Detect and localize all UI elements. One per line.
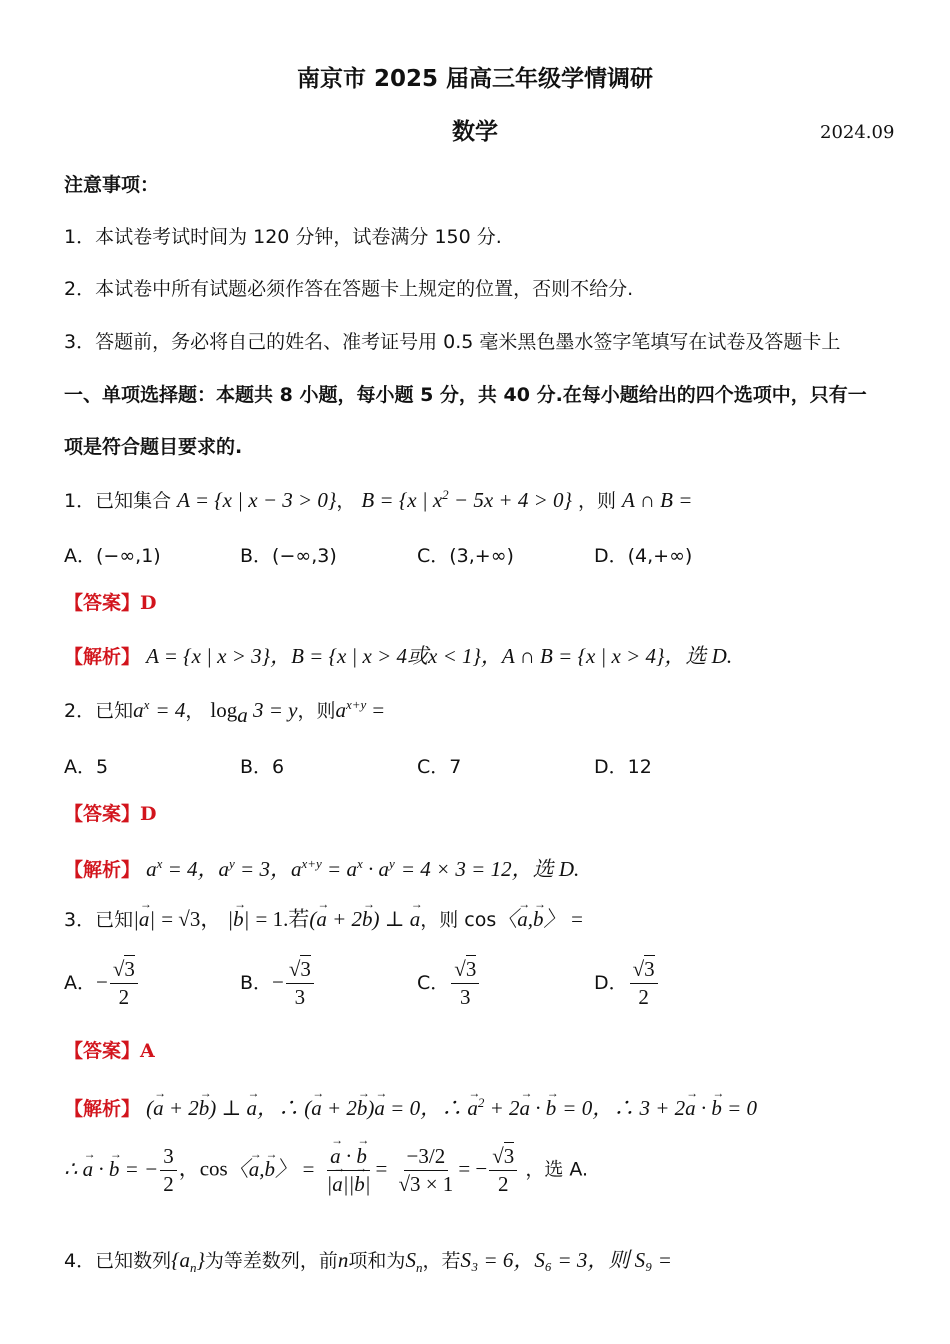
exam-date: 2024.09 (820, 122, 895, 143)
q1-option-d: D．(4,+∞) (594, 545, 693, 567)
q2-answer: 【答案】D (64, 803, 157, 825)
q2-option-a: A．5 (64, 756, 109, 778)
q1-set-a: A = {x | x − 3 > 0} (177, 488, 337, 512)
q1-answer: 【答案】D (64, 592, 157, 614)
question-1-stem: 1．已知集合 A = {x | x − 3 > 0}， B = {x | $x^2 - 5x + 4 > 0$} ，则 A ∩ B = (64, 487, 693, 512)
q3-option-a: A．− $\frac{√3}{2}$ (64, 958, 140, 1009)
q1-ask: A ∩ B = (622, 488, 693, 512)
q1-analysis: 【解析】 A = {x | x > 3}，B = {x | x > 4或x < 1}，A ∩ B = {x | x > 4}，选 D. (64, 644, 733, 668)
question-3-stem: 3．已知|→ a| = √3， |→ b| = 1.若(→ a + 2→ b) ⊥ → a，则 cos〈→ a,→ b〉 = (64, 909, 584, 930)
q2-option-b: B．6 (240, 756, 285, 778)
question-4-stem: 4．已知数列$\{a_n\}$为等差数列，前n项和为$S_n$，若S₃ = 6，S₆ = 3，则 S₉ = (64, 1248, 672, 1276)
subject-title: 数学 (452, 119, 498, 145)
q1-set-b: B = {x | $x^2 - 5x + 4 > 0$} (361, 487, 572, 512)
q1-option-b: B．(−∞,3) (240, 545, 337, 567)
q3-option-b: B．− $\frac{√3}{3}$ (240, 958, 316, 1009)
q2-option-d: D．12 (594, 756, 652, 778)
q3-answer: 【答案】A (64, 1040, 155, 1062)
q2-option-c: C．7 (417, 756, 462, 778)
notice-item-2: 2．本试卷中所有试题必须作答在答题卡上规定的位置，否则不给分. (64, 278, 634, 300)
q3-analysis-line1: 【解析】 (→ a + 2→ b) ⊥ → a，∴ (→ a + 2→ b)→ a = 0，∴ → $a^2 + 2\to a$ · → b = 0，∴ 3 + 2→ a · → b = 0 (64, 1096, 757, 1119)
q2-analysis: 【解析】 $a^x = 4$，$a^y = 3$，$a^{x+y} = a^x \cdot a^y = 4 \times 3 = 12$，选 D. (64, 856, 580, 881)
notice-item-1: 1．本试卷考试时间为 120 分钟，试卷满分 150 分. (64, 226, 502, 248)
notice-item-3: 3．答题前，务必将自己的姓名、准考证号用 0.5 毫米黑色墨水签字笔填写在试卷及答题卡上 (64, 331, 841, 353)
section-heading-line2: 项是符合题目要求的. (64, 436, 243, 458)
q3-option-d: D． $\frac{√3}{2}$ (594, 958, 660, 1009)
q1-option-a: A．(−∞,1) (64, 545, 161, 567)
q3-analysis-line2: ∴ → a · → b = − $\frac{3}{2}$ ，cos〈→ a,→ b〉 = → $\frac{a \cdot \to b}{|\to a||\to b|}$ = $\frac{-3/2}{√3 \times 1}$ = − $\frac{√3}{2}$ ，选 A. (64, 1145, 588, 1196)
question-2-stem: 2．已知$a^x = 4$， $\log_a 3 = y$，则$a^{x+y}$ = (64, 697, 385, 728)
q1-stem-text: 1．已知集合 (64, 490, 172, 512)
q3-option-c: C． $\frac{√3}{3}$ (417, 958, 481, 1009)
section-heading-line1: 一、单项选择题：本题共 8 小题，每小题 5 分，共 40 分.在每小题给出的四个选项中，只有一 (64, 384, 867, 406)
notice-heading: 注意事项： (64, 174, 160, 196)
q1-tail: ，则 (577, 490, 616, 512)
q1-option-c: C．(3,+∞) (417, 545, 514, 567)
exam-title: 南京市 2025 届高三年级学情调研 (296, 66, 654, 92)
